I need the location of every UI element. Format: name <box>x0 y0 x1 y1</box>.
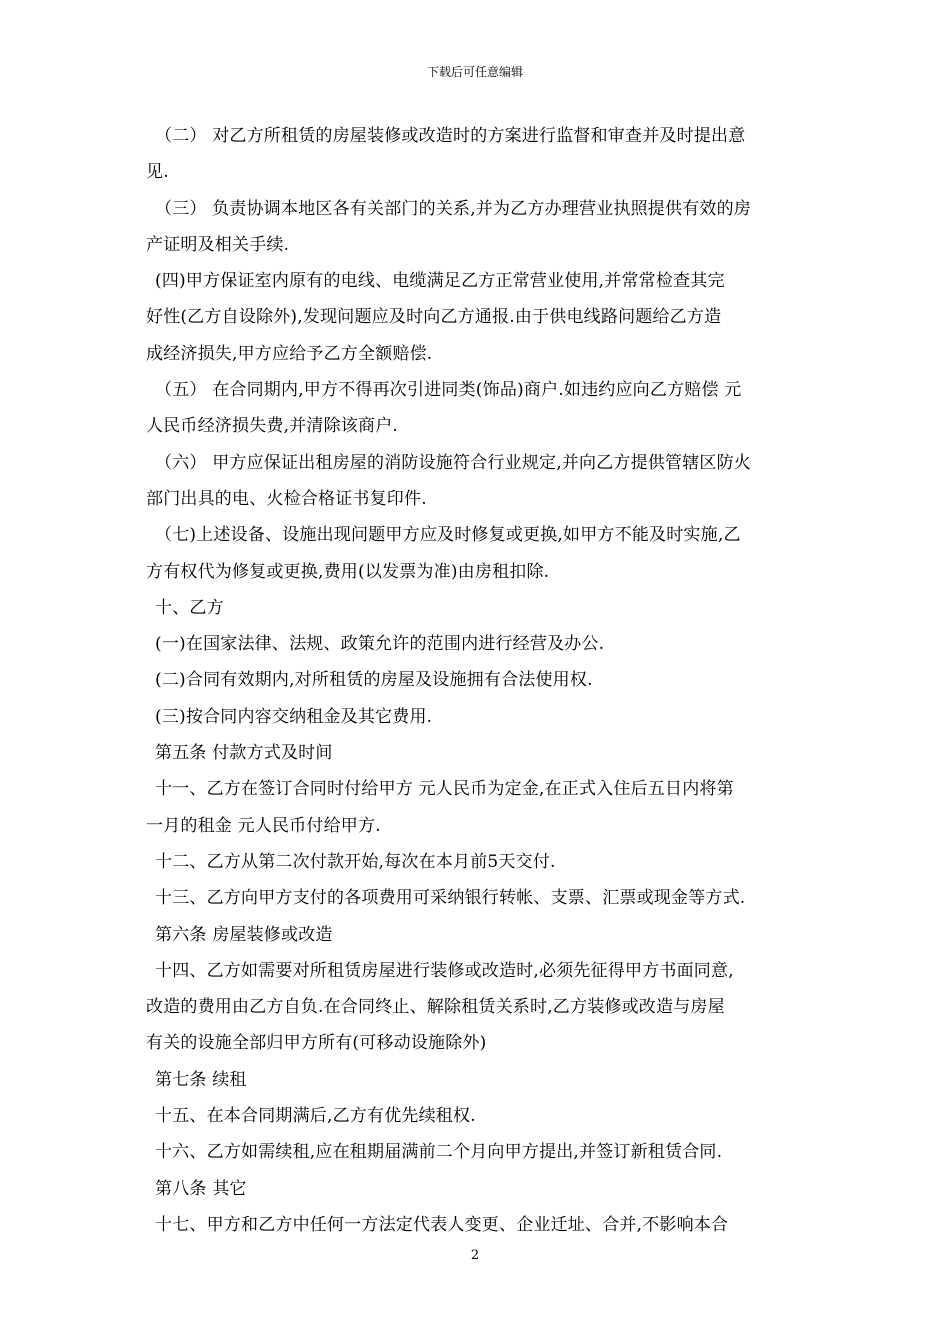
document-line: 人民币经济损失费,并清除该商户. <box>146 416 399 437</box>
document-line: （五） 在合同期内,甲方不得再次引进同类(饰品)商户.如违约应向乙方赔偿 元 <box>155 380 742 401</box>
document-body <box>146 118 810 1243</box>
document-line: 十三、乙方向甲方支付的各项费用可采纳银行转帐、支票、汇票或现金等方式. <box>155 888 746 909</box>
document-line: 第六条 房屋装修或改造 <box>155 924 333 945</box>
document-line: 产证明及相关手续. <box>146 234 290 255</box>
document-line: 十七、甲方和乙方中任何一方法定代表人变更、企业迁址、合并,不影响本合 <box>155 1214 729 1235</box>
document-line: 改造的费用由乙方自负.在合同终止、解除租赁关系时,乙方装修或改造与房屋 <box>146 997 725 1018</box>
document-line: (一)在国家法律、法规、政策允许的范围内进行经营及办公. <box>155 634 605 655</box>
document-line: 十五、在本合同期满后,乙方有优先续租权. <box>155 1106 476 1127</box>
document-line: 十、乙方 <box>155 597 224 618</box>
document-line: 第七条 续租 <box>155 1069 247 1090</box>
document-line: 十一、乙方在签订合同时付给甲方 元人民币为定金,在正式入住后五日内将第 <box>155 779 734 800</box>
document-line: 十四、乙方如需要对所租赁房屋进行装修或改造时,必须先征得甲方书面同意, <box>155 960 734 981</box>
document-line: （七)上述设备、设施出现问题甲方应及时修复或更换,如甲方不能及时实施,乙 <box>155 525 741 546</box>
document-line: （六） 甲方应保证出租房屋的消防设施符合行业规定,并向乙方提供管辖区防火 <box>155 452 752 473</box>
page-number: 2 <box>470 1248 480 1263</box>
page-header-note: 下载后可任意编辑 <box>426 65 523 79</box>
document-line: 部门出具的电、火检合格证书复印件. <box>146 488 427 509</box>
document-line: (三)按合同内容交纳租金及其它费用. <box>155 706 433 727</box>
document-line: 有关的设施全部归甲方所有(可移动设施除外) <box>146 1033 487 1054</box>
document-line: 十二、乙方从第二次付款开始,每次在本月前5天交付. <box>155 851 556 872</box>
document-line: （二） 对乙方所租赁的房屋装修或改造时的方案进行监督和审查并及时提出意 <box>155 126 746 146</box>
document-line: （三） 负责协调本地区各有关部门的关系,并为乙方办理营业执照提供有效的房 <box>155 198 752 219</box>
document-line: 好性(乙方自设除外),发现问题应及时向乙方通报.由于供电线路问题给乙方造 <box>146 307 722 328</box>
document-line: 一月的租金 元人民币付给甲方. <box>146 815 381 836</box>
document-line: (四)甲方保证室内原有的电线、电缆满足乙方正常营业使用,并常常检查其完 <box>155 271 725 292</box>
document-line: 方有权代为修复或更换,费用(以发票为准)由房租扣除. <box>146 561 550 582</box>
document-line: 见. <box>146 162 169 183</box>
document-line: 第八条 其它 <box>155 1178 247 1199</box>
document-line: 成经济损失,甲方应给予乙方全额赔偿. <box>146 343 433 364</box>
document-line: 十六、乙方如需续租,应在租期届满前二个月向甲方提出,并签订新租赁合同. <box>155 1142 723 1163</box>
document-line: (二)合同有效期内,对所租赁的房屋及设施拥有合法使用权. <box>155 670 593 691</box>
document-line: 第五条 付款方式及时间 <box>155 743 333 764</box>
